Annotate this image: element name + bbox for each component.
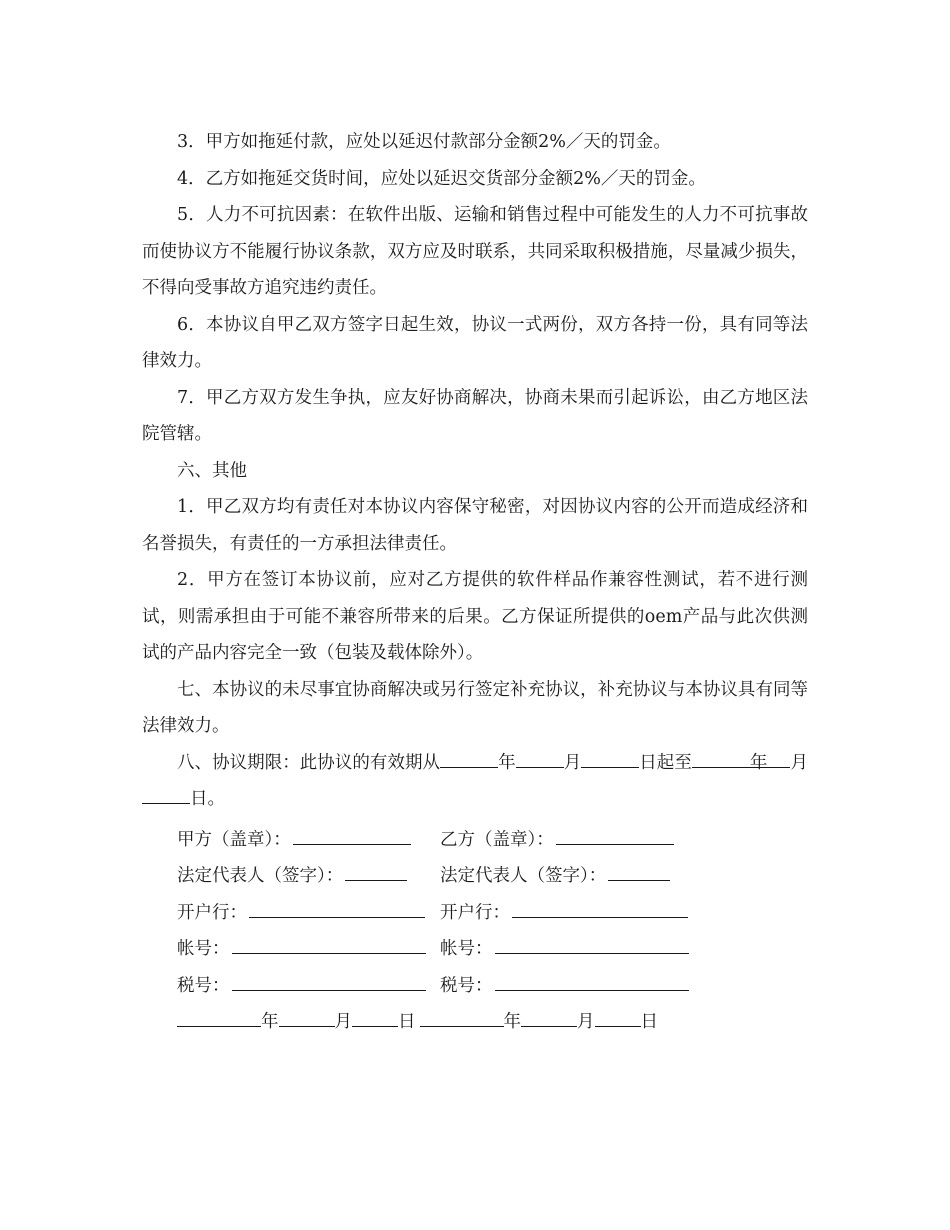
party-a-day-blank[interactable] (352, 1008, 398, 1027)
term-month-2: 月 (790, 752, 809, 773)
section-6-item-2: 2．甲方在签订本协议前，应对乙方提供的软件样品作兼容性测试，若不进行测试，则需承担由于可能不兼容所带来的后果。乙方保证所提供的oem产品与此次供测试的产品内容完全一致（包装及载体除外）。 (142, 570, 808, 663)
party-a-year: 年 (261, 1012, 279, 1032)
section-6-heading: 六、其他 (177, 460, 247, 481)
party-a-tax (177, 968, 440, 1005)
party-a-tax-label: 税号： (177, 975, 230, 996)
term-start-day-blank (581, 749, 639, 768)
section-7-text: 七、本协议的未尽事宜协商解决或另行签定补充协议，补充协议与本协议具有同等法律效力。 (142, 679, 808, 736)
party-b-account-field[interactable] (495, 935, 689, 954)
bank-row (142, 895, 808, 932)
clause-7: 7．甲乙方双方发生争执，应友好协商解决，协商未果而引起诉讼，由乙方地区法院管辖。 (142, 387, 808, 444)
party-b-tax-field[interactable] (495, 972, 689, 991)
party-b-seal (440, 822, 700, 859)
signing-date-row (142, 1004, 808, 1041)
party-b-year-blank[interactable] (420, 1008, 504, 1027)
clause-4: 4．乙方如拖延交货时间，应处以延迟交货部分金额2%／天的罚金。 (177, 168, 706, 189)
term-end-day-blank (142, 785, 190, 804)
party-b-tax (440, 968, 700, 1005)
term-year-2: 年 (749, 752, 768, 773)
party-a-rep-field[interactable] (345, 862, 407, 881)
party-b-month-blank[interactable] (521, 1008, 577, 1027)
party-b-representative (440, 858, 700, 895)
signature-block (142, 822, 808, 1041)
party-a-account (177, 931, 440, 968)
term-day-1: 日起至 (639, 752, 692, 773)
party-a-account-label: 帐号： (177, 939, 230, 959)
term-start-month-blank (516, 749, 564, 768)
document-page (142, 124, 808, 1041)
party-b-account-label: 帐号： (440, 939, 493, 959)
party-a-rep-label: 法定代表人（签字）： (177, 866, 344, 886)
party-a-month-blank[interactable] (279, 1008, 335, 1027)
party-a-day: 日 (398, 1012, 416, 1032)
party-a-seal-field[interactable] (293, 826, 411, 845)
party-b-bank-label: 开户行： (440, 902, 510, 923)
party-a-account-field[interactable] (232, 935, 426, 954)
party-a-bank-field[interactable] (249, 899, 425, 918)
clause-6: 6．本协议自甲乙双方签字日起生效，协议一式两份，双方各持一份，具有同等法律效力。 (142, 314, 808, 371)
clause-5: 5．人力不可抗因素：在软件出版、运输和销售过程中可能发生的人力不可抗事故而使协议方不能履行协议条款，双方应及时联系，共同采取积极措施，尽量减少损失，不得向受事故方追究违约责任。 (142, 205, 808, 298)
party-a-year-blank[interactable] (177, 1008, 261, 1027)
section-6-item-1: 1．甲乙双方均有责任对本协议内容保守秘密，对因协议内容的公开而造成经济和名誉损失，有责任的一方承担法律责任。 (142, 497, 808, 554)
party-b-rep-field[interactable] (608, 862, 670, 881)
term-month-1: 月 (563, 752, 582, 773)
representative-row (142, 858, 808, 895)
term-end-month-blank (732, 749, 790, 768)
party-b-year: 年 (503, 1012, 521, 1032)
party-b-day: 日 (640, 1012, 658, 1032)
party-b-tax-label: 税号： (440, 975, 493, 996)
party-a-seal-label: 甲方（盖章）： (177, 829, 291, 850)
party-b-seal-field[interactable] (556, 826, 674, 845)
clause-3: 3．甲方如拖延付款，应处以延迟付款部分金额2%／天的罚金。 (177, 132, 671, 152)
seal-row (142, 822, 808, 859)
party-b-bank (440, 895, 700, 932)
tax-row (142, 968, 808, 1005)
party-b-seal-label: 乙方（盖章）： (440, 829, 554, 850)
party-a-representative (177, 858, 440, 895)
party-b-account (440, 931, 700, 968)
account-row (142, 931, 808, 968)
party-a-bank (177, 895, 440, 932)
party-a-month: 月 (334, 1012, 352, 1032)
party-b-bank-field[interactable] (512, 899, 688, 918)
party-a-tax-field[interactable] (232, 972, 426, 991)
party-a-bank-label: 开户行： (177, 902, 247, 923)
term-start-year-blank (440, 749, 498, 768)
party-b-day-blank[interactable] (595, 1008, 641, 1027)
party-b-rep-label: 法定代表人（签字）： (440, 866, 607, 886)
section-8-term (142, 745, 808, 818)
term-prefix: 八、协议期限：此协议的有效期从 (177, 752, 441, 773)
party-a-seal (177, 822, 440, 859)
party-b-month: 月 (577, 1012, 595, 1032)
term-year-1: 年 (498, 752, 516, 773)
term-day-2: 日。 (190, 789, 225, 809)
